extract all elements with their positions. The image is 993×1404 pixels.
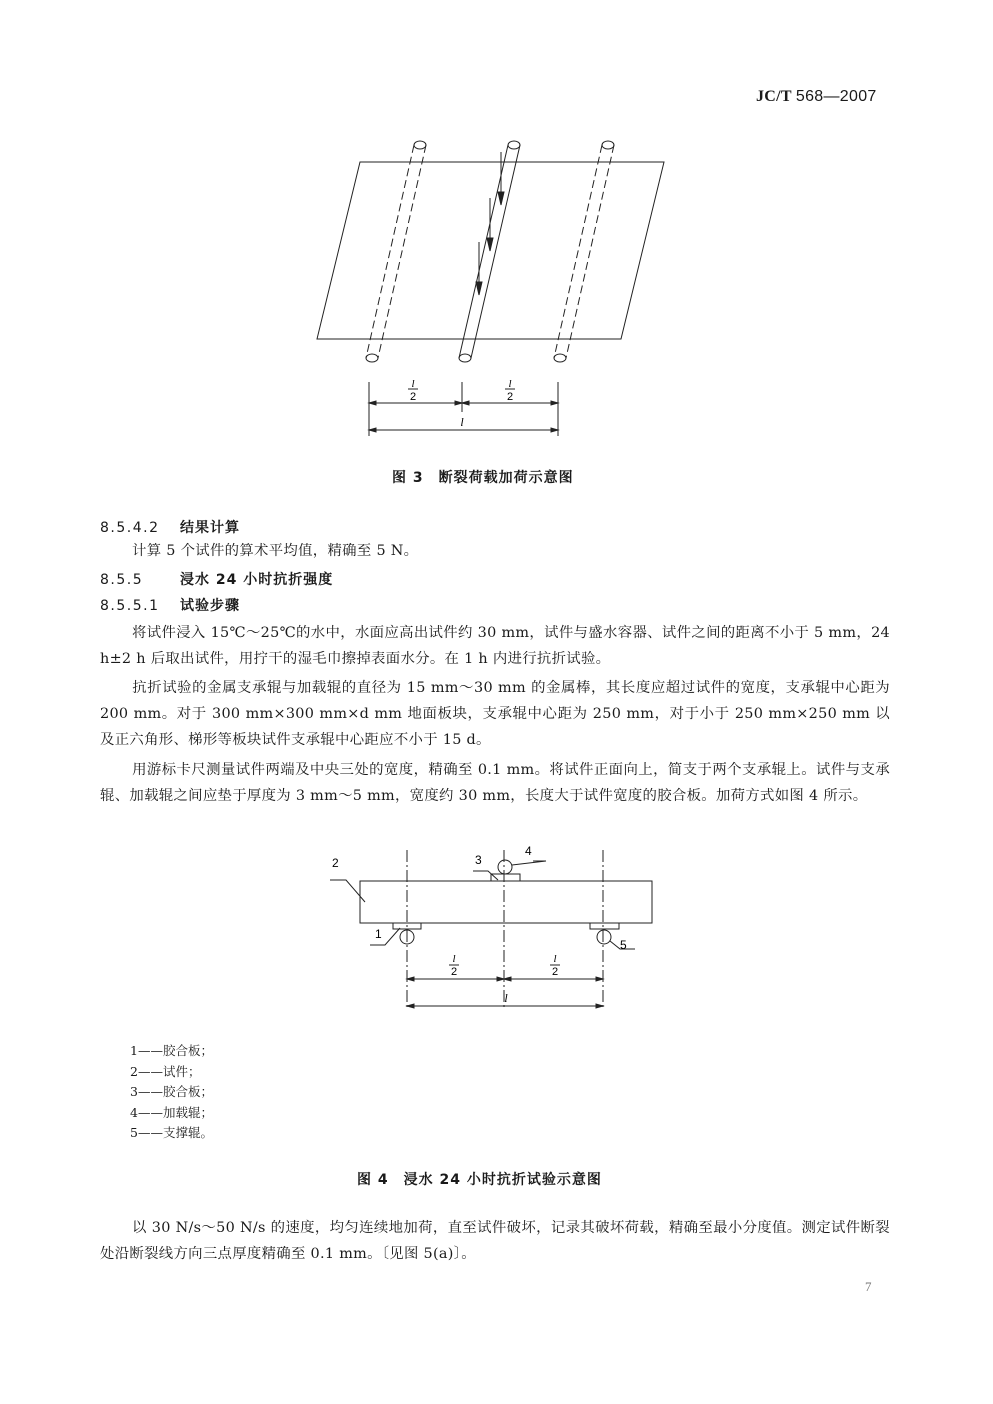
section-number: 8.5.5.1 (100, 598, 160, 614)
section-heading-8-5-5 (100, 569, 333, 589)
section-title: 浸水 24 小时抗折强度 (180, 572, 334, 588)
legend-item: 2——试件； (130, 1063, 201, 1079)
paragraph-text: 以 30 N/s～50 N/s 的速度，均匀连续地加荷，直至试件破坏，记录其破坏荷载，精确至最小分度值。测定试件断裂处沿断裂线方向三点厚度精确至 0.1 mm。〔见图 5(a)〕。 (100, 1220, 890, 1262)
dim-half-left-denominator: 2 (409, 391, 417, 403)
label-2: 2 (332, 856, 339, 870)
dim-full-span: l (460, 415, 464, 429)
standard-code-number: 568—2007 (795, 88, 877, 105)
label-5: 5 (620, 938, 627, 952)
support-rod-right (554, 141, 614, 362)
label-1: 1 (375, 927, 382, 941)
plywood-bottom-right (590, 923, 619, 929)
section-heading-8-5-5-1 (100, 595, 240, 615)
section-number: 8.5.4.2 (100, 520, 160, 536)
paragraph-loading (100, 1215, 890, 1267)
legend-item: 4——加载辊； (130, 1104, 213, 1120)
page-number: 7 (865, 1279, 872, 1294)
dim-full-span: l (504, 991, 508, 1005)
specimen (360, 881, 652, 923)
figure-4-diagram (320, 840, 670, 1020)
figure-4-legend (130, 1041, 213, 1144)
paragraph-text: 用游标卡尺测量试件两端及中央三处的宽度，精确至 0.1 mm。将试件正面向上，简支于两个支承辊上。试件与支承辊、加载辊之间应垫于厚度为 3 mm～5 mm，宽度约 30 mm，长度大于试件宽度的胶合板。加荷方式如图 4 所示。 (100, 762, 890, 804)
paragraph-calc (100, 538, 890, 564)
section-title: 结果计算 (180, 520, 240, 536)
paragraph-measurement (100, 757, 890, 809)
dim-half-right-numerator: l (553, 953, 557, 965)
loading-rod-center (459, 141, 520, 362)
figure-4-caption: 图 4 浸水 24 小时抗折试验示意图 (357, 1172, 602, 1188)
paragraph-text: 抗折试验的金属支承辊与加载辊的直径为 15 mm～30 mm 的金属棒，其长度应超过试件的宽度，支承辊中心距为 200 mm。对于 300 mm×300 mm×d mm 地面板块，支承辊中心距为 250 mm，对于小于 250 mm×250 mm 以及正六角形、梯形等板块试件支承辊中心距应不小于 15 d。 (100, 680, 890, 748)
dim-half-right-denominator: 2 (551, 966, 559, 978)
dim-half-right-denominator: 2 (506, 391, 514, 403)
label-3: 3 (475, 853, 482, 867)
paragraph-text: 将试件浸入 15℃～25℃的水中，水面应高出试件约 30 mm，试件与盛水容器、试件之间的距离不小于 5 mm，24 h±2 h 后取出试件，用拧干的湿毛巾擦掉表面水分。在 1 h 内进行抗折试验。 (100, 625, 890, 667)
support-roller-right (597, 930, 611, 944)
paragraph-text: 计算 5 个试件的算术平均值，精确至 5 N。 (132, 543, 419, 559)
dim-half-left-denominator: 2 (450, 966, 458, 978)
support-rod-left (366, 141, 426, 362)
figure-3-caption: 图 3 断裂荷载加荷示意图 (392, 470, 574, 486)
figure-3-diagram (300, 130, 700, 450)
legend-item: 5——支撑辊。 (130, 1125, 213, 1140)
legend-item: 3——胶合板； (130, 1084, 213, 1099)
dim-half-left-numerator: l (452, 953, 456, 965)
standard-code-prefix: JC/T (756, 88, 792, 105)
paragraph-immersion (100, 620, 890, 672)
standard-code (756, 88, 877, 106)
section-number: 8.5.5 (100, 572, 144, 588)
loading-roller (498, 860, 512, 874)
label-4: 4 (525, 844, 532, 858)
section-heading-8-5-4-2 (100, 517, 240, 537)
section-title: 试验步骤 (180, 598, 240, 614)
dim-half-right-numerator: l (508, 378, 512, 390)
legend-item: 1——胶合板； (130, 1043, 213, 1058)
dim-half-left-numerator: l (411, 378, 415, 390)
paragraph-rollers (100, 675, 890, 753)
